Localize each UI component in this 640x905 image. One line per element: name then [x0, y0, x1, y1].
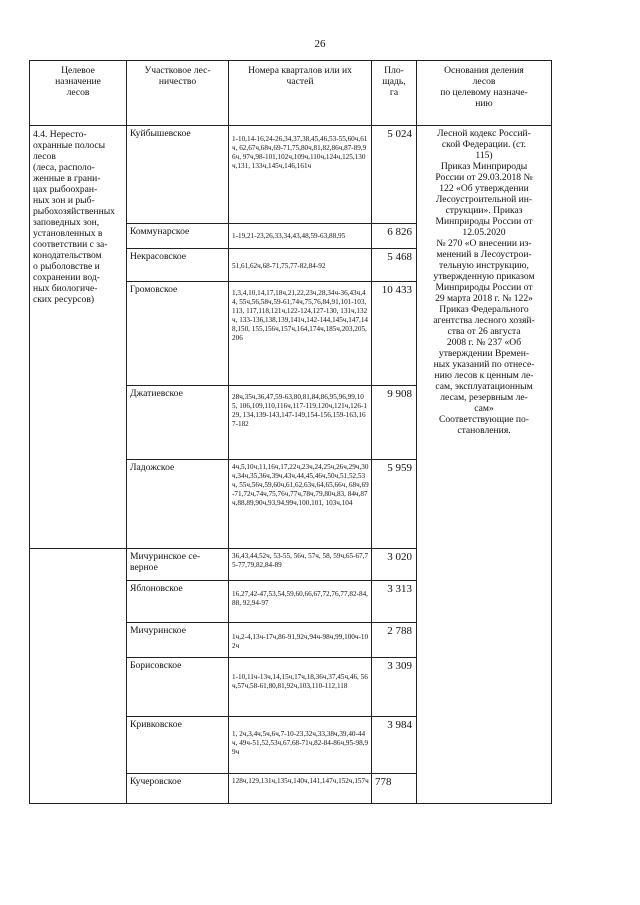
table-row [30, 126, 552, 224]
quarter-numbers: 1-10,14-16,24-26,34,37,38,45,46,53-55,60ч,61ч, 62,67ч,68ч,69-71,75,80ч,81,82,86ч,87-89,96ч, 97ч,98-101,102ч,109ч,110ч,124ч,125,130ч,131, 133ч,145ч,146,161ч [229, 126, 372, 224]
forestry-name: Борисовское [127, 658, 229, 717]
header-basis: Основания деления лесов по целевому назначе- нию [417, 61, 552, 126]
forestry-name: Кучеровское [127, 774, 229, 804]
forestry-name: Мичуринское [127, 623, 229, 658]
forestry-name: Громовское [127, 282, 229, 386]
forestry-name: Некрасовское [127, 249, 229, 282]
header-area: Пло- щадь, га [372, 61, 417, 126]
header-quarters: Номера кварталов или их частей [229, 61, 372, 126]
quarter-numbers: 28ч,35ч,36,47,59-63,80,81,84,86,95,96,99,105, 106,109,110,116ч,117-119,120ч,121ч,126-129, 134,139-143,147-149,154-156,159-163,167-182 [229, 386, 372, 460]
forestry-name: Кривковское [127, 717, 229, 774]
area-value: 3 020 [372, 549, 417, 581]
quarter-numbers: 1ч,2-4,13ч-17ч,86-91,92ч,94ч-98ч,99,100ч-102ч [229, 623, 372, 658]
header-purpose: Целевое назначение лесов [30, 61, 127, 126]
quarter-numbers: 16,27,42-47,53,54,59,60,66,67,72,76,77,82-84,88, 92,94-97 [229, 581, 372, 623]
forestry-name: Коммунарское [127, 224, 229, 249]
area-value: 5 024 [372, 126, 417, 224]
forest-purpose-table [29, 60, 552, 804]
area-value: 2 788 [372, 623, 417, 658]
forestry-name: Куйбышевское [127, 126, 229, 224]
header-forestry: Участковое лес- ничество [127, 61, 229, 126]
area-value: 3 309 [372, 658, 417, 717]
area-value: 5 468 [372, 249, 417, 282]
area-value: 5 959 [372, 460, 417, 549]
area-value: 6 826 [372, 224, 417, 249]
area-value: 9 908 [372, 386, 417, 460]
quarter-numbers: 4ч,5,10ч,11,16ч,17,22ч,23ч,24,25ч,26ч,29ч,30ч,34ч,35,36ч,39ч,43ч,44,45,46ч,50ч,51,52,53ч, 55ч,56ч,59,60ч,61,62,63ч,64,65,66ч, 68ч,69-71,72ч,74ч,75,76ч,77ч,78ч,79,80ч,83, 84ч,87ч,88,89,90ч,93,94,99ч,100,101, 103ч,104 [229, 460, 372, 549]
quarter-numbers: 1-19,21-23,26,33,34,43,48,59-63,88,95 [229, 224, 372, 249]
purpose-cell: 4.4. Нересто- охранные полосы лесов (леса, располо- женные в грани- цах рыбоохран- ных зон и рыб- рыбохозяйственных заповедных зон, установленных в соответствии с за- конодательством о рыболовстве и сохранении вод- ных биологиче- ских ресурсов) [30, 126, 127, 549]
header-row [30, 61, 552, 126]
forestry-name: Яблоновское [127, 581, 229, 623]
quarter-numbers: 1, 2ч,3,4ч,5ч,6ч,7-10-23,32ч,33,38ч,39,40-44ч, 49ч-51,52,53ч,67,68-71ч,82-84-86ч,95-98,99ч [229, 717, 372, 774]
quarter-numbers: 1-10,11ч-13ч,14,15ч,17ч,18,36ч,37,45ч,46, 56ч,57ч,58-61,80,81,92ч,103,110-112,118 [229, 658, 372, 717]
area-value: 10 433 [372, 282, 417, 386]
forestry-name: Джатиевское [127, 386, 229, 460]
basis-cell: Лесной кодекс Россий- ской Федерации. (ст. 115) Приказ Минприроды России от 29.03.2018 № 122 «Об утверждении Лесоустроительной ин- струкции». Приказ Минприроды России от 12.05.2020 № 270 «О внесении из- менений в Лесоустрои- тельную инструкцию, утвержденную приказом Минприроды России от 29 марта 2018 г. № 122» Приказ Федерального агентства лесного хозяй- ства от 26 августа 2008 г. № 237 «Об утверждении Времен- ных указаний по отнесе- нию лесов к ценным ле- сам, эксплуатационным лесам, резервным ле- сам» Соответствующие по- становления. [417, 126, 552, 804]
area-value: 3 313 [372, 581, 417, 623]
area-value: 778 [372, 774, 417, 804]
quarter-numbers: 128ч,129,131ч,135ч,140ч,141,147ч,152ч,157ч [229, 774, 372, 804]
forestry-name: Мичуринское се- верное [127, 549, 229, 581]
area-value: 3 984 [372, 717, 417, 774]
quarter-numbers: 51,61,62ч,68-71,75,77-82,84-92 [229, 249, 372, 282]
quarter-numbers: 1,3,4,10,14,17,18ч,21,22,23ч,28,34ч-36,43ч,44, 55ч,56,58ч,59-61,74ч,75,76,84,91,101-103,113, 117,118,121ч,122-124,127-130, 131ч,132ч, 133-136,138,139,141ч,142-144,145ч,147,148,150, 155,156ч,157ч,164,174ч,185ч,203,205,206 [229, 282, 372, 386]
page-number: 26 [314, 38, 326, 50]
forestry-name: Ладожское [127, 460, 229, 549]
purpose-cell-continued [30, 549, 127, 804]
quarter-numbers: 36,43,44,52ч, 53-55, 56ч, 57ч, 58, 59ч,65-67,75-77,79,82,84-89 [229, 549, 372, 581]
